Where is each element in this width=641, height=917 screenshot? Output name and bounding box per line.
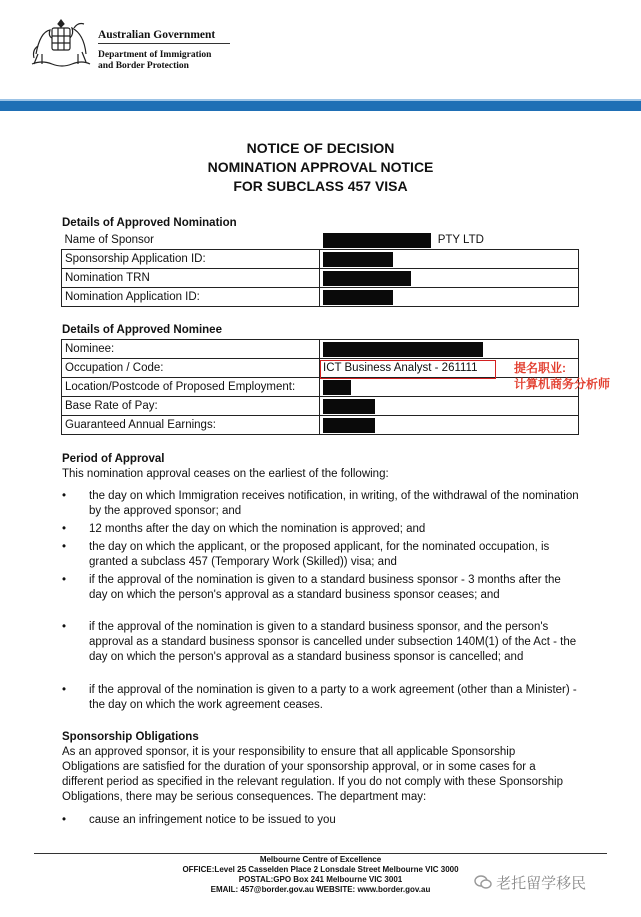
table-row xyxy=(62,231,579,250)
bullet-icon: • xyxy=(62,541,67,553)
table-row xyxy=(62,378,579,397)
bullet-icon: • xyxy=(62,523,67,535)
list-item-text: 12 months after the day on which the nomination is approved; and xyxy=(89,523,426,535)
department-line-1: Department of Immigration xyxy=(98,50,212,60)
list-item-text: if the approval of the nomination is given to a standard business sponsor, and the person's approval as a standard business sponsor is cancelled under subsection 140M(1) of the Act - the day on which the person's approval as a standard business sponsor is cancelled; and xyxy=(89,621,577,663)
nomination-table xyxy=(61,231,579,307)
footer-line-4: EMAIL: 457@border.gov.au WEBSITE: www.border.gov.au xyxy=(210,885,431,894)
nominee-heading: Details of Approved Nominee xyxy=(62,324,222,336)
period-intro: This nomination approval ceases on the earliest of the following: xyxy=(62,468,389,480)
occupation-highlight-box xyxy=(320,360,496,379)
annotation-line-1: 提名职业: xyxy=(514,361,566,375)
government-name: Australian Government xyxy=(98,29,216,41)
bullet-icon: • xyxy=(62,621,67,633)
table-row xyxy=(62,250,579,269)
list-item-text: the day on which Immigration receives notification, in writing, of the withdrawal of the nomination by the approved sponsor; and xyxy=(89,490,579,517)
sponsorship-app-id-label: Sponsorship Application ID: xyxy=(62,250,320,269)
table-row xyxy=(62,397,579,416)
redaction-bar xyxy=(323,399,375,414)
occupation-value: ICT Business Analyst - 261111 xyxy=(320,359,579,378)
bullet-icon: • xyxy=(62,814,67,826)
nomination-trn-value xyxy=(320,269,579,288)
sponsor-name-value xyxy=(320,231,579,250)
redaction-bar xyxy=(323,233,431,248)
sponsor-name-label: Name of Sponsor xyxy=(64,234,154,246)
list-item-text: if the approval of the nomination is given to a standard business sponsor - 3 months after the day on which the person's approval as a standard business sponsor ceases; and xyxy=(89,574,561,601)
footer-rule xyxy=(34,853,607,854)
bullet-icon: • xyxy=(62,574,67,586)
nominee-table xyxy=(61,339,579,435)
redaction-bar xyxy=(323,380,351,395)
list-item-text: cause an infringement notice to be issued to you xyxy=(89,814,336,826)
bullet-icon: • xyxy=(62,490,67,502)
redaction-bar xyxy=(323,342,483,357)
base-rate-value xyxy=(320,397,579,416)
footer-line-2: OFFICE:Level 25 Casselden Place 2 Lonsdale Street Melbourne VIC 3000 xyxy=(182,865,459,874)
obligations-heading: Sponsorship Obligations xyxy=(62,731,199,743)
nominee-value xyxy=(320,340,579,359)
bullet-icon: • xyxy=(62,684,67,696)
header-rule xyxy=(98,43,230,44)
title-line-1: NOTICE OF DECISION xyxy=(246,140,395,156)
watermark-text: 老托留学移民 xyxy=(496,875,587,892)
redaction-bar xyxy=(323,271,411,286)
nomination-app-id-value xyxy=(320,288,579,307)
title-line-2: NOMINATION APPROVAL NOTICE xyxy=(207,159,434,175)
watermark xyxy=(474,872,586,894)
occupation-label: Occupation / Code: xyxy=(62,359,320,378)
table-row xyxy=(62,416,579,435)
coat-of-arms-icon xyxy=(28,14,94,70)
annotation-line-2: 计算机商务分析师 xyxy=(514,377,611,391)
occupation-annotation xyxy=(514,360,610,392)
obligations-body: As an approved sponsor, it is your responsibility to ensure that all applicable Sponsorship Obligations are satisfied for the duration of your sponsorship approval, or in some cases for a different period as specified in the relevant regulation. If you do not comply with these Sponsorship Obligations, there may be serious consequences. The department may: xyxy=(62,746,563,803)
redaction-bar xyxy=(323,252,393,267)
sponsor-name-suffix: PTY LTD xyxy=(437,234,484,247)
nominee-label: Nominee: xyxy=(62,340,320,359)
table-row xyxy=(62,340,579,359)
table-row xyxy=(62,269,579,288)
annual-earnings-label: Guaranteed Annual Earnings: xyxy=(62,416,320,435)
annual-earnings-value xyxy=(320,416,579,435)
list-item-text: the day on which the applicant, or the proposed applicant, for the nominated occupation, is granted a subclass 457 (Temporary Work (Skilled)) visa; and xyxy=(89,541,550,568)
redaction-bar xyxy=(323,290,393,305)
department-line-2: and Border Protection xyxy=(98,61,189,71)
list-item-text: if the approval of the nomination is given to a party to a work agreement (other than a Minister) - the day on which the work agreement ceases. xyxy=(89,684,577,711)
sponsorship-app-id-value xyxy=(320,250,579,269)
title-line-3: FOR SUBCLASS 457 VISA xyxy=(233,178,408,194)
location-label: Location/Postcode of Proposed Employment: xyxy=(62,378,320,397)
document-title xyxy=(0,139,641,196)
nomination-trn-label: Nomination TRN xyxy=(62,269,320,288)
wechat-icon xyxy=(474,874,492,894)
base-rate-label: Base Rate of Pay: xyxy=(62,397,320,416)
footer-line-3: POSTAL:GPO Box 241 Melbourne VIC 3001 xyxy=(238,875,403,884)
table-row xyxy=(62,288,579,307)
nomination-heading: Details of Approved Nomination xyxy=(62,217,237,229)
footer-line-1: Melbourne Centre of Excellence xyxy=(259,855,382,864)
nomination-app-id-label: Nomination Application ID: xyxy=(62,288,320,307)
department-name xyxy=(98,50,211,72)
header-band xyxy=(0,101,641,111)
period-heading: Period of Approval xyxy=(62,453,165,465)
redaction-bar xyxy=(323,418,375,433)
